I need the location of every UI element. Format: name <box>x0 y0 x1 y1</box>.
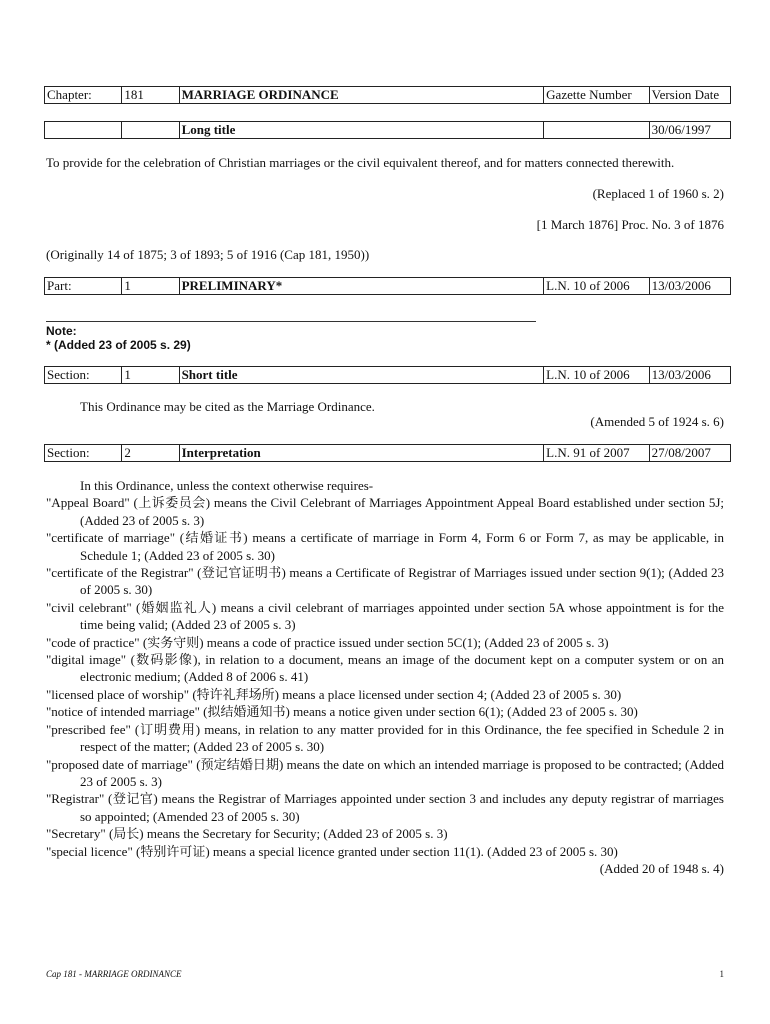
commencement-note: [1 March 1876] Proc. No. 3 of 1876 <box>536 217 724 232</box>
empty-cell <box>45 122 122 139</box>
definition-item: "civil celebrant" (婚姻监礼人) means a civil celebrant of marriages appointed under section 5A whose appointment is for the time being valid; (Added 23 of 2005 s. 3) <box>46 599 724 633</box>
empty-cell <box>544 122 649 139</box>
definition-item: "licensed place of worship" (特许礼拜场所) means a place licensed under section 4; (Added 23 of 2005 s. 30) <box>46 686 622 702</box>
definitions-list <box>46 477 724 877</box>
part-table <box>44 277 731 295</box>
section-gazette: L.N. 10 of 2006 <box>544 367 649 384</box>
part-title: PRELIMINARY* <box>179 278 544 295</box>
definition-item: "Secretary" (局长) means the Secretary for Security; (Added 23 of 2005 s. 3) <box>46 826 448 842</box>
part-number: 1 <box>122 278 179 295</box>
section1-amendment: (Amended 5 of 1924 s. 6) <box>590 414 724 429</box>
definitions-closing-note: (Added 20 of 1948 s. 4) <box>599 860 724 876</box>
replaced-note: (Replaced 1 of 1960 s. 2) <box>592 186 724 201</box>
originally-note: (Originally 14 of 1875; 3 of 1893; 5 of 1916 (Cap 181, 1950)) <box>46 247 370 262</box>
part-label: Part: <box>45 278 122 295</box>
empty-cell <box>122 122 179 139</box>
note-heading: Note: <box>46 324 77 338</box>
definition-item: "certificate of marriage" (结婚证书) means a certificate of marriage in Form 4, Form 6 or Form 7, as may be applicable, in Schedule 1; (Added 23 of 2005 s. 30) <box>46 530 724 563</box>
note-divider <box>46 321 536 322</box>
section-gazette: L.N. 91 of 2007 <box>544 445 649 462</box>
version-date-header: Version Date <box>649 87 730 104</box>
definition-item: "special licence" (特别许可证) means a special licence granted under section 11(1). (Added 23 of 2005 s. 30) <box>46 843 618 859</box>
long-title-heading: Long title <box>179 122 544 139</box>
long-title-table <box>44 121 731 139</box>
section-number: 1 <box>122 367 179 384</box>
definition-item: "Registrar" (登记官) means the Registrar of Marriages appointed under section 3 and includes any deputy registrar of marriages so appointed; (Amended 23 of 2005 s. 30) <box>46 791 724 824</box>
long-title-text: To provide for the celebration of Christian marriages or the civil equivalent thereof, and for matters connected therewith. <box>46 155 675 170</box>
section-title: Interpretation <box>179 445 544 462</box>
chapter-label: Chapter: <box>45 87 122 104</box>
section2-table <box>44 444 731 462</box>
part-date: 13/03/2006 <box>649 278 730 295</box>
part-gazette: L.N. 10 of 2006 <box>544 278 649 295</box>
section-label: Section: <box>45 445 122 462</box>
long-title-version-date: 30/06/1997 <box>649 122 730 139</box>
section-title: Short title <box>179 367 544 384</box>
section1-table <box>44 366 731 384</box>
gazette-number-header: Gazette Number <box>544 87 649 104</box>
note-text: * (Added 23 of 2005 s. 29) <box>46 338 191 352</box>
chapter-header-table <box>44 86 731 104</box>
footer-title: Cap 181 - MARRIAGE ORDINANCE <box>46 969 182 979</box>
section-label: Section: <box>45 367 122 384</box>
section1-text: This Ordinance may be cited as the Marriage Ordinance. <box>80 399 375 414</box>
definition-item: "proposed date of marriage" (预定结婚日期) means the date on which an intended marriage is proposed to be contracted; (Added 23 of 2005 s. 3) <box>46 756 724 789</box>
definition-item: "code of practice" (实务守则) means a code of practice issued under section 5C(1); (Added 23 of 2005 s. 3) <box>46 634 609 650</box>
definition-item: "notice of intended marriage" (拟结婚通知书) means a notice given under section 6(1); (Added 23 of 2005 s. 30) <box>46 704 638 720</box>
chapter-number: 181 <box>122 87 179 104</box>
definition-item: "digital image" (数码影像), in relation to a document, means an image of the document kept on a computer system or on an electronic medium; (Added 8 of 2006 s. 41) <box>46 652 724 685</box>
definition-item: "prescribed fee" (订明费用) means, in relation to any matter provided for in this Ordinance, the fee specified in Schedule 2 in respect of the matter; (Added 23 of 2005 s. 30) <box>46 721 724 755</box>
definitions-intro: In this Ordinance, unless the context otherwise requires- <box>80 478 374 493</box>
section-date: 27/08/2007 <box>649 445 730 462</box>
ordinance-title: MARRIAGE ORDINANCE <box>179 87 544 104</box>
definition-item: "certificate of the Registrar" (登记官证明书) means a Certificate of Registrar of Marriages issued under section 9(1); (Added 23 of 2005 s. 30) <box>46 565 724 598</box>
section-date: 13/03/2006 <box>649 367 730 384</box>
page-number: 1 <box>719 969 724 979</box>
section-number: 2 <box>122 445 179 462</box>
definition-item: "Appeal Board" (上诉委员会) means the Civil Celebrant of Marriages Appointment Appeal Board established under section 5J; (Added 23 of 2005 s. 3) <box>46 495 724 528</box>
